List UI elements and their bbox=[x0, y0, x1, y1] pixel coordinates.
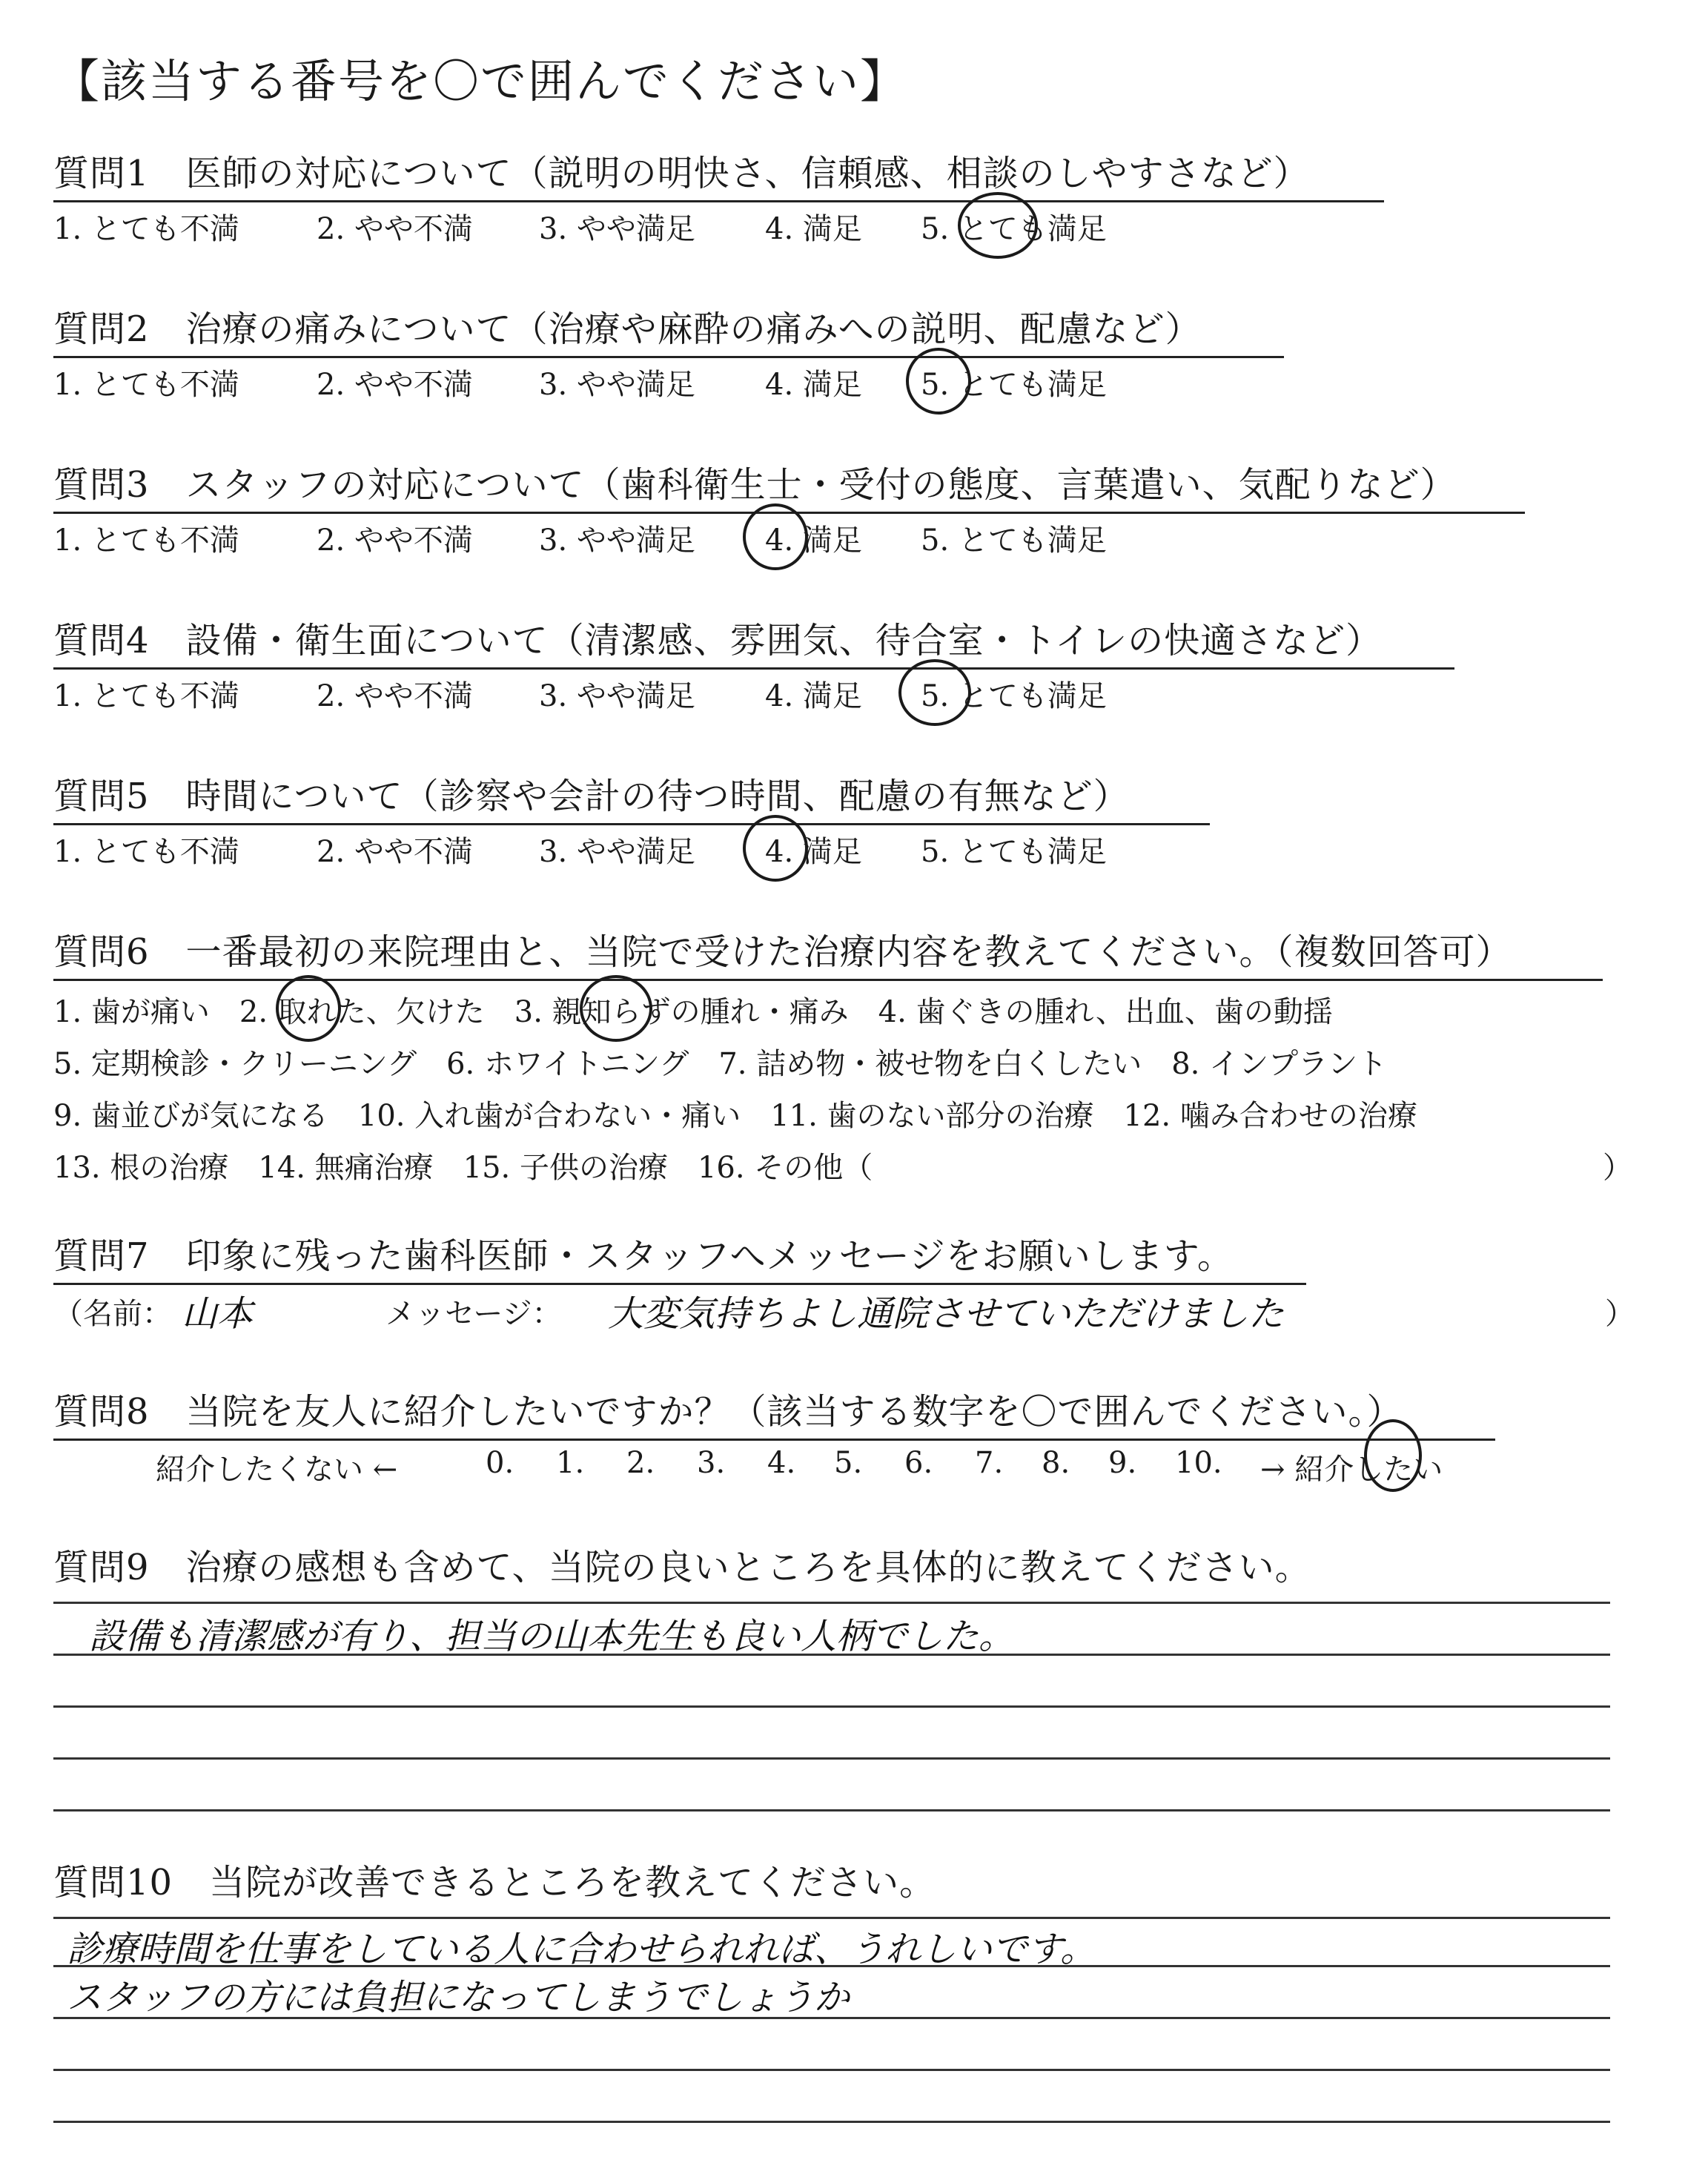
q2-option-2[interactable]: 2. やや不満 bbox=[317, 368, 473, 402]
q10-answer-line-2[interactable]: スタッフの方には負担になってしまうでしょうか bbox=[67, 1977, 850, 2018]
question-7 bbox=[53, 1227, 1306, 1285]
q6-options-line-3[interactable]: 9. 歯並びが気になる 10. 入れ歯が合わない・痛い 11. 歯のない部分の治療 12. 噛み合わせの治療 bbox=[53, 1099, 1417, 1133]
question-7-title: 質問7 印象に残った歯科医師・スタッフへメッセージをお願いします。 bbox=[53, 1227, 1306, 1285]
q9-rule-5 bbox=[53, 1809, 1610, 1811]
question-4-options bbox=[53, 673, 1454, 717]
q7-name-value[interactable]: 山本 bbox=[182, 1293, 254, 1335]
q8-scale-3[interactable]: 3. bbox=[697, 1446, 726, 1480]
question-1-options bbox=[53, 205, 1384, 250]
q9-rule-4 bbox=[53, 1757, 1610, 1760]
question-6-title: 質問6 一番最初の来院理由と、当院で受けた治療内容を教えてください。（複数回答可） bbox=[53, 923, 1603, 981]
question-5-title: 質問5 時間について（診察や会計の待つ時間、配慮の有無など） bbox=[53, 767, 1210, 825]
q8-left-label: 紹介したくない ← bbox=[156, 1453, 398, 1487]
q4-option-3[interactable]: 3. やや満足 bbox=[539, 679, 695, 713]
q5-option-3[interactable]: 3. やや満足 bbox=[539, 835, 695, 869]
question-2-title: 質問2 治療の痛みについて（治療や麻酔の痛みへの説明、配慮など） bbox=[53, 300, 1284, 358]
q8-scale-5[interactable]: 5. bbox=[834, 1446, 863, 1480]
q3-option-5[interactable]: 5. とても満足 bbox=[921, 524, 1107, 558]
question-4-title: 質問4 設備・衛生面について（清潔感、雰囲気、待合室・トイレの快適さなど） bbox=[53, 612, 1454, 670]
q10-rule-2 bbox=[53, 1965, 1610, 1967]
q6-options-line-4[interactable]: 13. 根の治療 14. 無痛治療 15. 子供の治療 16. その他（ bbox=[53, 1151, 873, 1185]
q4-option-1[interactable]: 1. とても不満 bbox=[53, 679, 239, 713]
question-6-options bbox=[53, 981, 1632, 1203]
q8-scale-6[interactable]: 6. bbox=[904, 1446, 933, 1480]
q8-scale-10[interactable]: 10. bbox=[1175, 1446, 1222, 1480]
q1-option-1[interactable]: 1. とても不満 bbox=[53, 212, 239, 246]
q8-scale-4[interactable]: 4. bbox=[767, 1446, 796, 1480]
q3-option-2[interactable]: 2. やや不満 bbox=[317, 524, 473, 558]
q4-option-2[interactable]: 2. やや不満 bbox=[317, 679, 473, 713]
question-8 bbox=[53, 1383, 1495, 1441]
q1-option-3[interactable]: 3. やや満足 bbox=[539, 212, 695, 246]
q10-answer-line-1[interactable]: 診療時間を仕事をしている人に合わせられれば、うれしいです。 bbox=[67, 1929, 1096, 1970]
q3-option-4[interactable]: 4. 満足 bbox=[765, 524, 862, 558]
q9-rule-2 bbox=[53, 1654, 1610, 1656]
q8-scale-8[interactable]: 8. bbox=[1042, 1446, 1070, 1480]
q5-option-2[interactable]: 2. やや不満 bbox=[317, 835, 473, 869]
question-6 bbox=[53, 923, 1632, 1203]
q2-option-5[interactable]: 5. とても満足 bbox=[921, 368, 1107, 402]
q3-option-1[interactable]: 1. とても不満 bbox=[53, 524, 239, 558]
question-1 bbox=[53, 145, 1384, 250]
question-5-options bbox=[53, 828, 1210, 873]
q5-option-4[interactable]: 4. 満足 bbox=[765, 835, 862, 869]
q7-message-value[interactable]: 大変気持ちよし通院させていただけました bbox=[608, 1293, 1285, 1335]
question-9-title: 質問9 治療の感想も含めて、当院の良いところを具体的に教えてください。 bbox=[53, 1547, 1311, 1588]
question-5 bbox=[53, 767, 1210, 873]
question-9 bbox=[53, 1539, 1311, 1594]
question-3-title: 質問3 スタッフの対応について（歯科衛生士・受付の態度、言葉遣い、気配りなど） bbox=[53, 456, 1525, 514]
q4-option-5[interactable]: 5. とても満足 bbox=[921, 679, 1107, 713]
q10-rule-4 bbox=[53, 2069, 1610, 2071]
q8-scale-1[interactable]: 1. bbox=[556, 1446, 585, 1480]
q9-rule-1 bbox=[53, 1602, 1610, 1604]
survey-header: 【該当する番号を〇で囲んでください】 bbox=[53, 54, 908, 108]
question-3 bbox=[53, 456, 1525, 561]
q7-close-paren: ） bbox=[1605, 1297, 1635, 1331]
q6-other-close-paren: ） bbox=[1603, 1151, 1632, 1185]
q1-option-4[interactable]: 4. 満足 bbox=[765, 212, 862, 246]
question-2-options bbox=[53, 361, 1284, 406]
question-4 bbox=[53, 612, 1454, 717]
question-10 bbox=[53, 1854, 936, 1909]
q2-option-4[interactable]: 4. 満足 bbox=[765, 368, 862, 402]
q10-rule-1 bbox=[53, 1917, 1610, 1919]
q8-scale-9[interactable]: 9. bbox=[1108, 1446, 1137, 1480]
q8-scale-7[interactable]: 7. bbox=[975, 1446, 1004, 1480]
question-8-title: 質問8 当院を友人に紹介したいですか？（該当する数字を〇で囲んでください。） bbox=[53, 1383, 1495, 1441]
q8-scale-0[interactable]: 0. bbox=[486, 1446, 514, 1480]
q5-option-1[interactable]: 1. とても不満 bbox=[53, 835, 239, 869]
question-1-title: 質問1 医師の対応について（説明の明快さ、信頼感、相談のしやすさなど） bbox=[53, 145, 1384, 202]
q2-option-1[interactable]: 1. とても不満 bbox=[53, 368, 239, 402]
question-3-options bbox=[53, 517, 1525, 561]
q9-answer-line-1[interactable]: 設備も清潔感が有り、担当の山本先生も良い人柄でした。 bbox=[89, 1616, 1015, 1657]
q1-option-2[interactable]: 2. やや不満 bbox=[317, 212, 473, 246]
q8-right-label: → 紹介したい bbox=[1260, 1453, 1443, 1487]
q7-name-label: （名前： bbox=[53, 1297, 172, 1331]
q8-scale-2[interactable]: 2. bbox=[626, 1446, 655, 1480]
q9-rule-3 bbox=[53, 1705, 1610, 1708]
question-10-title: 質問10 当院が改善できるところを教えてください。 bbox=[53, 1862, 936, 1903]
q6-options-line-1[interactable]: 1. 歯が痛い 2. 取れた、欠けた 3. 親知らずの腫れ・痛み 4. 歯ぐきの腫れ、出血、歯の動揺 bbox=[53, 995, 1333, 1029]
q2-option-3[interactable]: 3. やや満足 bbox=[539, 368, 695, 402]
q6-options-line-2[interactable]: 5. 定期検診・クリーニング 6. ホワイトニング 7. 詰め物・被せ物を白くしたい 8. インプラント bbox=[53, 1047, 1388, 1081]
q3-option-3[interactable]: 3. やや満足 bbox=[539, 524, 695, 558]
question-2 bbox=[53, 300, 1284, 406]
q10-rule-5 bbox=[53, 2121, 1610, 2123]
q7-message-label: メッセージ： bbox=[385, 1297, 562, 1331]
q5-option-5[interactable]: 5. とても満足 bbox=[921, 835, 1107, 869]
q4-option-4[interactable]: 4. 満足 bbox=[765, 679, 862, 713]
q1-option-5[interactable]: 5. とても満足 bbox=[921, 212, 1107, 246]
q10-rule-3 bbox=[53, 2017, 1610, 2019]
